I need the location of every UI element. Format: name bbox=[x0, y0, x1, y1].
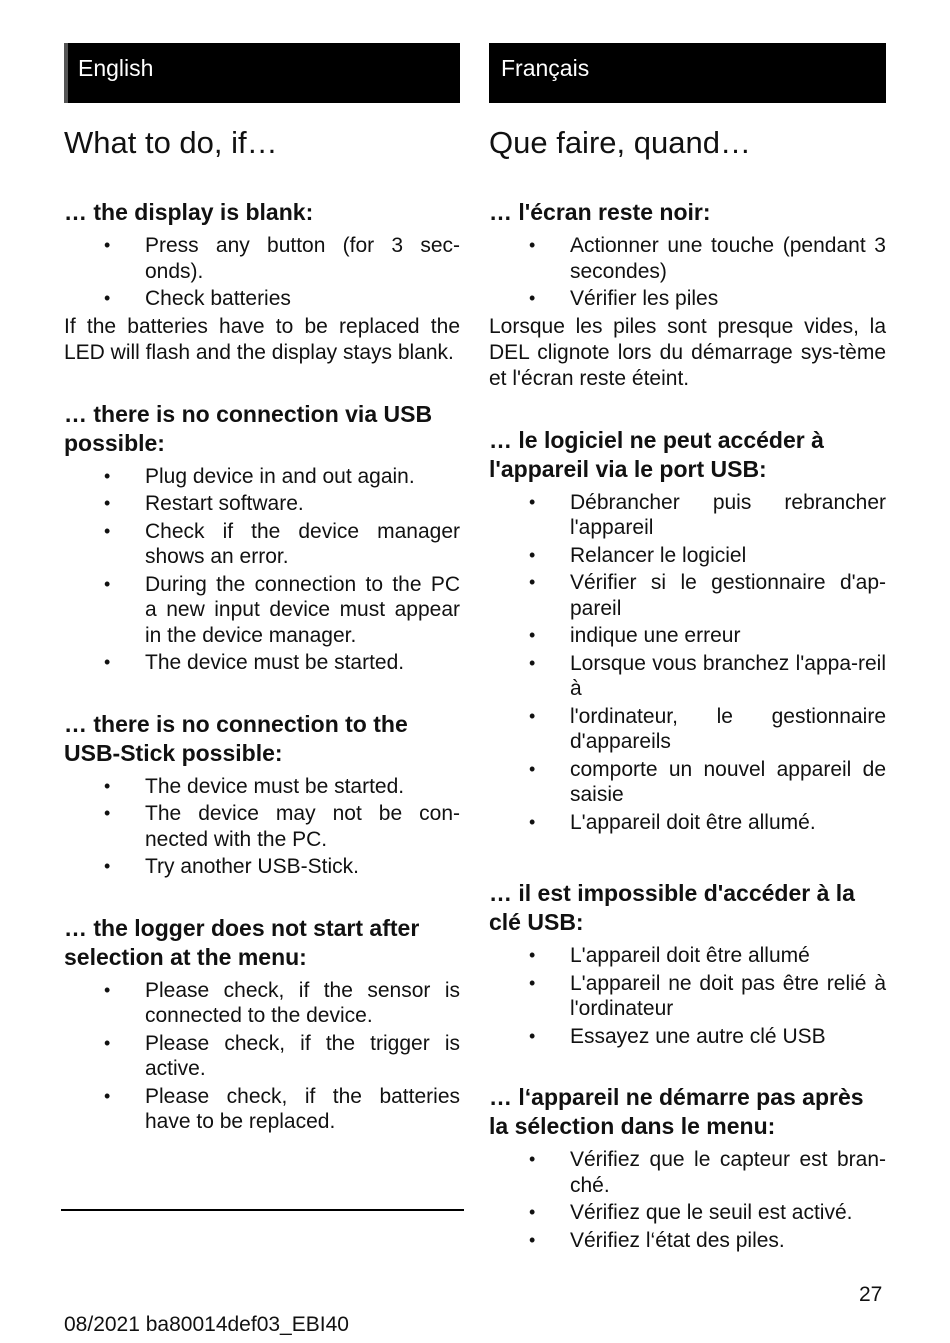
bullet-list bbox=[64, 464, 460, 676]
list-item: • comporte un nouvel appareil de saisie bbox=[489, 757, 886, 808]
bullet-list bbox=[64, 233, 460, 312]
list-item: • Please check, if the sensor is connected to the device. bbox=[64, 978, 460, 1029]
document-code: 08/2021 ba80014def03_EBI40 bbox=[64, 1313, 349, 1336]
page-title: What to do, if… bbox=[64, 125, 278, 160]
section-usb-stick bbox=[64, 710, 460, 880]
list-item: • L'appareil doit être allumé. bbox=[489, 810, 886, 836]
section-logger-start bbox=[64, 914, 460, 1135]
bullet-list bbox=[489, 943, 886, 1049]
list-item: • During the connection to the PC a new input device must appear in the device manager. bbox=[64, 572, 460, 649]
section-usb-connection bbox=[489, 426, 886, 836]
french-column bbox=[489, 43, 886, 1255]
list-item: • l'ordinateur, le gestionnaire d'appareils bbox=[489, 704, 886, 755]
list-item: • The device must be started. bbox=[64, 650, 460, 676]
list-item: • The device may not be con-nected with the PC. bbox=[64, 801, 460, 852]
section-heading: … l‘appareil ne démarre pas après la sélection dans le menu: bbox=[489, 1084, 864, 1139]
section-heading: … there is no connection via USB possible: bbox=[64, 400, 433, 456]
section-heading: … il est impossible d'accéder à la clé USB: bbox=[489, 880, 855, 935]
bullet-list bbox=[489, 1147, 886, 1253]
list-item: • Check batteries bbox=[64, 286, 460, 312]
english-column bbox=[64, 43, 460, 1137]
section-logger-start bbox=[489, 1083, 886, 1253]
list-item: • Vérifiez que le seuil est activé. bbox=[489, 1200, 886, 1226]
list-item: • Vérifiez que le capteur est bran-ché. bbox=[489, 1147, 886, 1198]
list-item: • Press any button (for 3 sec-onds). bbox=[64, 233, 460, 284]
bullet-list bbox=[64, 978, 460, 1135]
section-usb-stick bbox=[489, 879, 886, 1049]
list-item: • Please check, if the trigger is active. bbox=[64, 1031, 460, 1082]
language-header-french: Français bbox=[489, 43, 886, 103]
page-title: Que faire, quand… bbox=[489, 125, 751, 160]
section-usb-connection bbox=[64, 400, 460, 676]
list-item: • Please check, if the batteries have to be replaced. bbox=[64, 1084, 460, 1135]
page-number: 27 bbox=[859, 1283, 883, 1306]
section-display-blank bbox=[489, 198, 886, 392]
list-item: • Essayez une autre clé USB bbox=[489, 1024, 886, 1050]
list-item: • Vérifiez l‘état des piles. bbox=[489, 1228, 886, 1254]
list-item: • Plug device in and out again. bbox=[64, 464, 460, 490]
list-item: • Vérifier si le gestionnaire d'ap-pareil bbox=[489, 570, 886, 621]
list-item: • Actionner une touche (pendant 3 secondes) bbox=[489, 233, 886, 284]
list-item: • Débrancher puis rebrancher l'appareil bbox=[489, 490, 886, 541]
bullet-list bbox=[489, 490, 886, 836]
section-heading: … the display is blank: bbox=[64, 199, 314, 225]
list-item: • Lorsque vous branchez l'appa-reil à bbox=[489, 651, 886, 702]
section-heading: … there is no connection to the USB-Stick possible: bbox=[64, 710, 408, 766]
list-item: • indique une erreur bbox=[489, 623, 886, 649]
list-item: • L'appareil ne doit pas être relié à l'ordinateur bbox=[489, 971, 886, 1022]
list-item: • Try another USB-Stick. bbox=[64, 854, 460, 880]
section-heading: … le logiciel ne peut accéder à l'appareil via le port USB: bbox=[489, 426, 824, 482]
list-item: • Restart software. bbox=[64, 491, 460, 517]
list-item: • L'appareil doit être allumé bbox=[489, 943, 886, 969]
list-item: • The device must be started. bbox=[64, 774, 460, 800]
list-item: • Relancer le logiciel bbox=[489, 543, 886, 569]
section-note: If the batteries have to be replaced the LED will flash and the display stays blank. bbox=[64, 314, 460, 364]
bullet-list bbox=[489, 233, 886, 312]
language-header-english: English bbox=[64, 43, 460, 103]
section-heading: … the logger does not start after selection at the menu: bbox=[64, 914, 420, 970]
bullet-list bbox=[64, 774, 460, 880]
section-display-blank bbox=[64, 198, 460, 366]
section-heading: … l'écran reste noir: bbox=[489, 199, 711, 225]
divider-line bbox=[61, 1209, 464, 1211]
section-note: Lorsque les piles sont presque vides, la DEL clignote lors du démarrage sys-tème et l'écran reste éteint. bbox=[489, 314, 886, 390]
list-item: • Check if the device manager shows an error. bbox=[64, 519, 460, 570]
list-item: • Vérifier les piles bbox=[489, 286, 886, 312]
